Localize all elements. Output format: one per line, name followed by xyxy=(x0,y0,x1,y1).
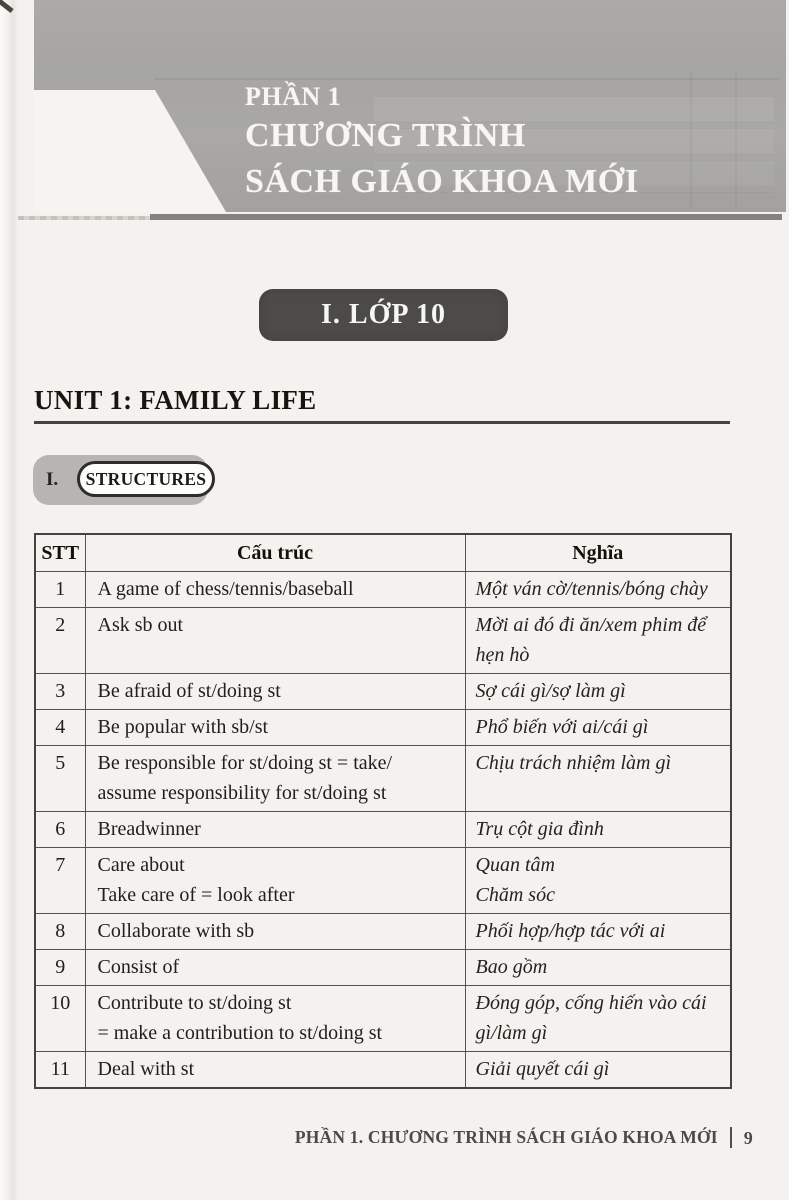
scan-bleedthrough-artifact xyxy=(690,72,692,208)
structures-table xyxy=(34,533,732,1089)
structures-table-body xyxy=(35,572,731,1089)
structure-line: Ask sb out xyxy=(97,614,184,636)
structure-cell xyxy=(85,572,465,608)
structures-table-head xyxy=(35,534,731,572)
row-number-cell: 3 xyxy=(35,674,85,710)
meaning-cell xyxy=(465,848,731,914)
page-number: 9 xyxy=(743,1127,753,1148)
part-header-band xyxy=(34,0,786,212)
meaning-line: Bao gồm xyxy=(475,956,548,978)
structure-line: Take care of = look after xyxy=(97,884,295,906)
section-label: STRUCTURES xyxy=(77,461,215,497)
meaning-line: gì/làm gì xyxy=(475,1022,548,1044)
col-header-meaning: Nghĩa xyxy=(465,534,731,572)
table-row xyxy=(35,710,731,746)
row-number-cell: 6 xyxy=(35,812,85,848)
table-row xyxy=(35,1052,731,1089)
meaning-line: hẹn hò xyxy=(475,644,530,666)
meaning-cell xyxy=(465,572,731,608)
structure-line: Consist of xyxy=(97,956,180,978)
table-row xyxy=(35,674,731,710)
meaning-line: Trụ cột gia đình xyxy=(475,818,604,840)
structure-line: = make a contribution to st/doing st xyxy=(97,1022,383,1044)
meaning-line: Phối hợp/hợp tác với ai xyxy=(475,920,666,942)
table-row xyxy=(35,848,731,914)
grade-badge: I. LỚP 10 xyxy=(259,289,508,341)
structure-line: Be afraid of st/doing st xyxy=(97,680,281,702)
meaning-cell xyxy=(465,710,731,746)
table-row xyxy=(35,746,731,812)
structure-line: Deal with st xyxy=(97,1058,195,1080)
meaning-cell xyxy=(465,608,731,674)
table-row xyxy=(35,608,731,674)
table-row xyxy=(35,572,731,608)
footer-breadcrumb: PHẦN 1. CHƯƠNG TRÌNH SÁCH GIÁO KHOA MỚI xyxy=(294,1126,718,1147)
structure-line: A game of chess/tennis/baseball xyxy=(97,578,354,600)
meaning-cell xyxy=(465,1052,731,1089)
scan-bleedthrough-artifact xyxy=(735,72,737,208)
header-band-notch xyxy=(34,90,226,212)
meaning-line: Giải quyết cái gì xyxy=(475,1058,610,1080)
footer-separator xyxy=(730,1127,732,1148)
meaning-line: Một ván cờ/tennis/bóng chày xyxy=(475,578,708,600)
structure-line: Care about xyxy=(97,854,185,876)
table-row xyxy=(35,950,731,986)
page-footer xyxy=(295,1127,753,1148)
scan-bleedthrough-artifact xyxy=(154,78,780,80)
structure-cell xyxy=(85,1052,465,1089)
structure-line: assume responsibility for st/doing st xyxy=(97,782,387,804)
structure-cell xyxy=(85,674,465,710)
unit-title-underline xyxy=(34,421,730,424)
structure-line: Be popular with sb/st xyxy=(97,716,269,738)
header-rule xyxy=(150,214,782,220)
row-number-cell: 5 xyxy=(35,746,85,812)
col-header-stt: STT xyxy=(35,534,85,572)
structure-cell xyxy=(85,608,465,674)
structure-line: Contribute to st/doing st xyxy=(97,992,292,1014)
structure-cell xyxy=(85,812,465,848)
part-label: PHẦN 1 xyxy=(245,82,342,111)
structure-cell xyxy=(85,746,465,812)
unit-title: UNIT 1: FAMILY LIFE xyxy=(34,385,317,415)
meaning-line: Quan tâm xyxy=(475,854,555,876)
row-number-cell: 8 xyxy=(35,914,85,950)
meaning-cell xyxy=(465,812,731,848)
row-number-cell: 2 xyxy=(35,608,85,674)
meaning-cell xyxy=(465,986,731,1052)
structure-cell xyxy=(85,914,465,950)
meaning-line: Mời ai đó đi ăn/xem phim để xyxy=(475,614,707,636)
meaning-cell xyxy=(465,746,731,812)
structure-cell xyxy=(85,950,465,986)
section-numeral: I. xyxy=(46,469,59,490)
meaning-line: Sợ cái gì/sợ làm gì xyxy=(475,680,626,702)
row-number-cell: 4 xyxy=(35,710,85,746)
structure-line: Collaborate with sb xyxy=(97,920,255,942)
structure-line: Breadwinner xyxy=(97,818,201,840)
table-row xyxy=(35,812,731,848)
structure-cell xyxy=(85,848,465,914)
table-header-row xyxy=(35,534,731,572)
row-number-cell: 7 xyxy=(35,848,85,914)
meaning-cell xyxy=(465,674,731,710)
structure-cell xyxy=(85,986,465,1052)
meaning-cell xyxy=(465,950,731,986)
structure-line: Be responsible for st/doing st = take/ xyxy=(97,752,393,774)
table-row xyxy=(35,986,731,1052)
meaning-line: Chịu trách nhiệm làm gì xyxy=(475,752,672,774)
row-number-cell: 11 xyxy=(35,1052,85,1089)
row-number-cell: 9 xyxy=(35,950,85,986)
part-title-line2: SÁCH GIÁO KHOA MỚI xyxy=(245,163,639,200)
meaning-line: Chăm sóc xyxy=(475,884,555,906)
table-row xyxy=(35,914,731,950)
row-number-cell: 1 xyxy=(35,572,85,608)
page-left-edge xyxy=(0,0,18,1200)
meaning-line: Đóng góp, cống hiến vào cái xyxy=(475,992,707,1014)
structure-cell xyxy=(85,710,465,746)
meaning-line: Phổ biến với ai/cái gì xyxy=(475,716,649,738)
row-number-cell: 10 xyxy=(35,986,85,1052)
header-rule-left-segment xyxy=(18,216,150,220)
col-header-structure: Cấu trúc xyxy=(85,534,465,572)
meaning-cell xyxy=(465,914,731,950)
part-title-line1: CHƯƠNG TRÌNH xyxy=(245,117,526,154)
